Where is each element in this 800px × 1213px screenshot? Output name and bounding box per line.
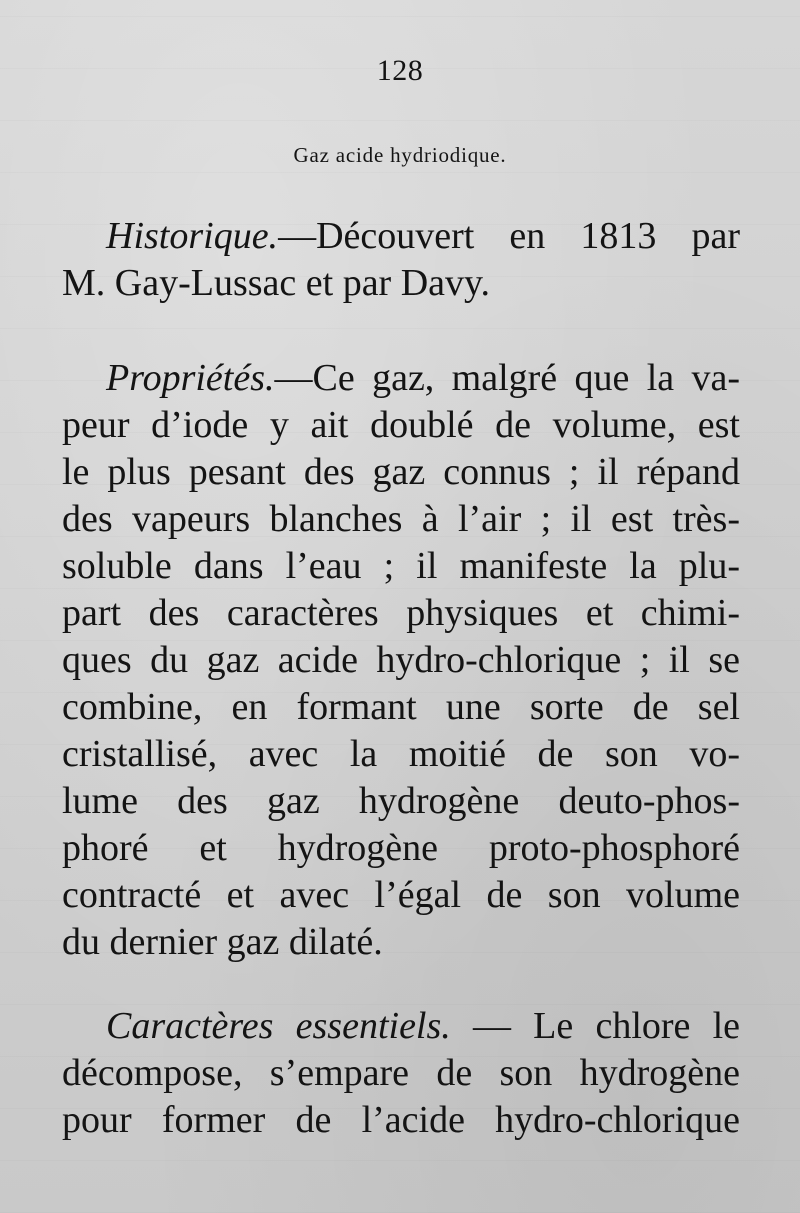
text-line: cristallisé, avec la moitié de son vo- — [62, 733, 740, 775]
paragraph-historique — [62, 213, 740, 307]
line-text: —Ce gaz, malgré que la va- — [274, 357, 740, 399]
text-line: combine, en formant une sorte de sel — [62, 686, 740, 728]
text-line — [62, 1003, 740, 1050]
page-number: 128 — [376, 54, 424, 87]
text-line: contracté et avec l’égal de son volume — [62, 874, 740, 916]
paragraph-heading: Historique. — [106, 215, 279, 257]
text-line — [62, 213, 740, 260]
text-line: M. Gay-Lussac et par Davy. — [62, 262, 491, 304]
paragraph-heading: Caractères essentiels. — [106, 1005, 451, 1047]
text-line: lume des gaz hydrogène deuto-phos- — [62, 780, 740, 822]
line-text: —Découvert en 1813 par — [278, 215, 740, 257]
text-line: part des caractères physiques et chimi- — [62, 592, 740, 634]
paragraph-heading: Propriétés. — [106, 357, 275, 399]
line-text: — Le chlore le — [450, 1005, 741, 1047]
text-line: le plus pesant des gaz connus ; il répand — [62, 451, 740, 493]
text-line: pour former de l’acide hydro-chlorique — [62, 1099, 740, 1141]
text-line: des vapeurs blanches à l’air ; il est très- — [62, 498, 740, 540]
text-line — [62, 355, 740, 402]
section-title: Gaz acide hydriodique. — [293, 143, 507, 167]
text-line: peur d’iode y ait doublé de volume, est — [62, 404, 740, 446]
paragraph-proprietes — [62, 355, 740, 966]
text-line: soluble dans l’eau ; il manifeste la plu- — [62, 545, 740, 587]
text-line: ques du gaz acide hydro-chlorique ; il se — [62, 639, 740, 681]
text-line: du dernier gaz dilaté. — [62, 921, 383, 963]
paragraph-caracteres-essentiels — [62, 1003, 740, 1144]
text-line: décompose, s’empare de son hydrogène — [62, 1052, 740, 1094]
text-line: phoré et hydrogène proto-phosphoré — [62, 827, 740, 869]
